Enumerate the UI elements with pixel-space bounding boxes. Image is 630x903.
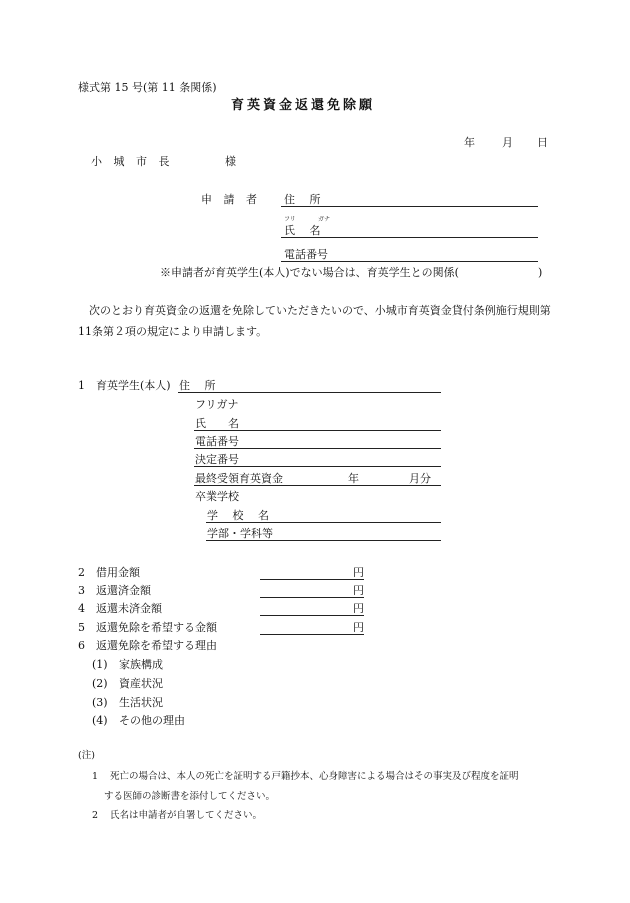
reason-item-label: 資産状況 — [119, 677, 163, 690]
department-field[interactable] — [206, 540, 441, 541]
amount-unit: 円 — [353, 621, 364, 634]
relation-note: ※申請者が育英学生(本人)でない場合は、育英学生との関係( — [160, 266, 459, 279]
student-section-number: 1 — [78, 379, 85, 392]
reason-item-number: (2) — [92, 677, 108, 690]
date-year-label: 年 — [464, 136, 475, 149]
note-text-line: 死亡の場合は、本人の死亡を証明する戸籍抄本、心身障害による場合はその事実及び程度を証明 — [110, 771, 519, 782]
reasons-heading: 返還免除を希望する理由 — [96, 639, 217, 652]
school-name-field[interactable] — [206, 522, 441, 523]
reason-item-number: (4) — [92, 714, 108, 727]
student-name-field[interactable] — [194, 430, 441, 431]
furigana-label-1: フリ — [284, 216, 296, 223]
reason-item-label: 家族構成 — [119, 658, 163, 671]
decision-number-label: 決定番号 — [195, 453, 239, 466]
amount-label: 返還免除を希望する金額 — [96, 621, 217, 634]
applicant-phone-field[interactable] — [281, 261, 538, 262]
amount-number: 3 — [78, 584, 85, 597]
form-number: 様式第 15 号(第 11 条関係) — [78, 81, 217, 94]
reason-item-label: その他の理由 — [119, 714, 185, 727]
amount-unit: 円 — [353, 602, 364, 615]
reasons-number: 6 — [78, 639, 85, 652]
school-name-label: 学 校 名 — [207, 509, 269, 522]
notes-heading: (注) — [78, 750, 95, 761]
last-funds-year-label: 年 — [348, 472, 359, 485]
unpaid-amount-field[interactable] — [260, 615, 364, 616]
note-number: 2 — [92, 810, 99, 821]
amount-unit: 円 — [353, 584, 364, 597]
department-label: 学部・学科等 — [207, 527, 273, 540]
amount-number: 4 — [78, 602, 85, 615]
exemption-amount-field[interactable] — [260, 634, 364, 635]
repaid-amount-field[interactable] — [260, 597, 364, 598]
school-section-label: 卒業学校 — [195, 490, 239, 503]
amount-number: 2 — [78, 566, 85, 579]
reason-item-number: (1) — [92, 658, 108, 671]
amount-number: 5 — [78, 621, 85, 634]
request-statement: 次のとおり育英資金の返還を免除していただきたいので、小城市育英資金貸付条例施行規則第11条第２項の規定により申請します。 — [78, 304, 551, 338]
reason-item-label: 生活状況 — [119, 696, 163, 709]
amount-label: 借用金額 — [96, 566, 140, 579]
addressee: 小 城 市 長 — [91, 155, 174, 168]
honorific: 様 — [225, 155, 236, 168]
applicant-phone-label: 電話番号 — [284, 248, 328, 261]
student-furigana-label: フリガナ — [195, 398, 239, 411]
amount-unit: 円 — [353, 566, 364, 579]
date-month-label: 月 — [502, 136, 513, 149]
student-address-field[interactable] — [178, 392, 441, 393]
student-phone-field[interactable] — [194, 448, 441, 449]
reason-item-number: (3) — [92, 696, 108, 709]
date-day-label: 日 — [537, 136, 548, 149]
note-number: 1 — [92, 771, 99, 782]
furigana-label-2: ガナ — [318, 216, 331, 223]
applicant-label: 申 請 者 — [201, 193, 261, 206]
note-text-line: する医師の診断書を添付してください。 — [104, 791, 276, 802]
applicant-address-field[interactable] — [281, 206, 538, 207]
last-funds-label: 最終受領育英資金 — [195, 472, 283, 485]
borrowed-amount-field[interactable] — [260, 579, 364, 580]
page-title: 育英資金返還免除願 — [231, 98, 376, 113]
relation-close: ) — [538, 266, 543, 279]
last-funds-field[interactable] — [194, 485, 441, 486]
note-text-line: 氏名は申請者が自署してください。 — [110, 810, 263, 821]
amount-label: 返還未済金額 — [96, 602, 162, 615]
student-address-label: 住 所 — [179, 379, 216, 392]
applicant-address-label: 住 所 — [284, 193, 321, 206]
student-phone-label: 電話番号 — [195, 435, 239, 448]
student-heading: 育英学生(本人) — [96, 379, 171, 392]
decision-number-field[interactable] — [194, 466, 441, 467]
student-name-label: 氏 名 — [195, 417, 239, 430]
last-funds-month-label: 月分 — [409, 472, 431, 485]
amount-label: 返還済金額 — [96, 584, 151, 597]
applicant-name-field[interactable] — [281, 237, 538, 238]
applicant-name-label: 氏 名 — [284, 224, 321, 237]
